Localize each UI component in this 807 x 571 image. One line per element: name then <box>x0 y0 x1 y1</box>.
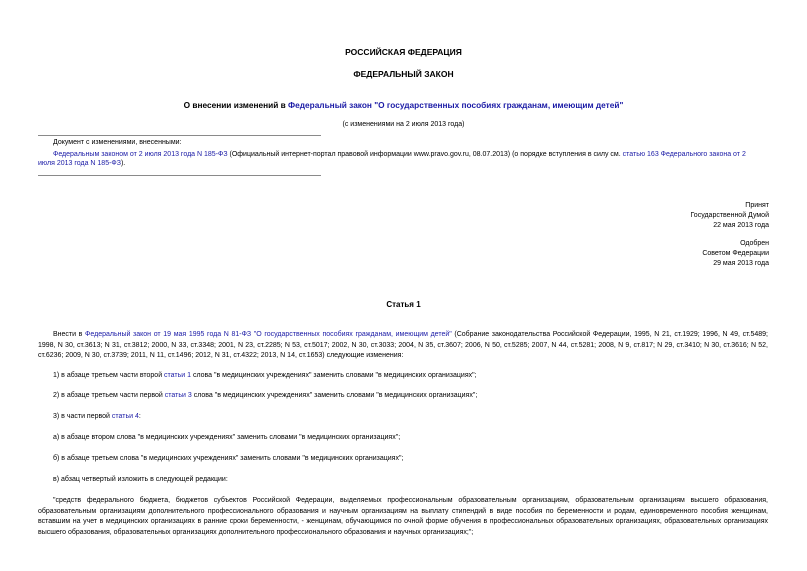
revision-text: (Официальный интернет-портал правовой информации www.pravo.gov.ru, 08.07.2013) (о порядке вступления в силу см. <box>227 151 623 158</box>
item-1-link[interactable]: статьи 1 <box>164 372 192 379</box>
accepted-label: Принят <box>745 202 769 209</box>
law-title-link[interactable]: Федеральный закон "О государственных пособиях гражданам, имеющим детей" <box>288 100 624 110</box>
law-type-heading: ФЕДЕРАЛЬНЫЙ ЗАКОН <box>353 69 454 79</box>
item-2 <box>53 392 477 399</box>
federation-heading: РОССИЙСКАЯ ФЕДЕРАЦИЯ <box>345 47 462 57</box>
duma-date: 22 мая 2013 года <box>713 222 769 229</box>
item-2-text-a: 2) в абзаце третьем части первой <box>53 392 165 399</box>
subitem-b: б) в абзаце третьем слова "в медицинских учреждениях" заменить словами "в медицинских организациях"; <box>53 455 404 462</box>
subitem-a: а) в абзаце втором слова "в медицинских учреждениях" заменить словами "в медицинских организациях"; <box>53 434 401 441</box>
article-intro <box>38 330 768 362</box>
revision-closing: ). <box>120 160 126 167</box>
article-intro-prefix: Внести в <box>53 331 86 338</box>
item-3-text-a: 3) в части первой <box>53 413 112 420</box>
council-date: 29 мая 2013 года <box>713 260 769 267</box>
revision-heading: Документ с изменениями, внесенными: <box>53 139 182 146</box>
revision-law-link[interactable]: Федеральным законом от 2 июля 2013 года N 185-ФЗ <box>53 151 228 158</box>
item-1-text-b: слова "в медицинских учреждениях" заменить словами "в медицинских организациях"; <box>191 372 477 379</box>
law-title-prefix: О внесении изменений в <box>183 100 289 110</box>
article-intro-rest: (Собрание законодательства Российской Федерации, 1995, N 21, ст.1929; 1996, N 49, ст.5489; 1998, N 30, ст.3613; N 31, ст.3812; 2000, N 33, ст.3348; 2001, N 23, ст.2285; N 53, ст.5017; 2002, N 30, ст.3033; 2004, N 35, ст.3607; 2006, N 50, ст.5285; 2007, N 44, ст.5281; 2008, N 9, ст.817; N 29, ст.3410; N 30, ст.3616; N 52, ст.6236; 2009, N 30, ст.3739; 2011, N 11, ст.1496; 2012, N 31, ст.4322; 2013, N 14, ст.1653) следующие изменения: <box>38 331 768 359</box>
revision-details-line2 <box>38 160 125 167</box>
item-3-text-b: : <box>138 413 141 420</box>
revision-bottom-divider <box>38 175 321 176</box>
quoted-paragraph: "средств федерального бюджета, бюджетов субъектов Российской Федерации, выделяемых профессиональным образовательным организациям, образовательным организациям высшего образования, образовательным организациям дополнительного профессионального образования и научным организациям на выплату стипендий в виде пособия по беременности и родам, единовременного пособия женщинам, вставшим на учет в медицинских организациях в ранние сроки беременности, - женщинам, обучающимся по очной форме обучения в профессиональных образовательных организациях, образовательных организациях высшего образования, образовательных организациях дополнительного профессионального образования и научных организациях;"; <box>38 497 768 536</box>
revision-top-divider <box>38 135 321 136</box>
item-3-link[interactable]: статьи 4 <box>111 413 139 420</box>
amendments-note: (с изменениями на 2 июля 2013 года) <box>342 121 465 128</box>
item-2-link[interactable]: статьи 3 <box>164 392 192 399</box>
council-label: Советом Федерации <box>702 250 769 257</box>
article-intro-link[interactable]: Федеральный закон от 19 мая 1995 года N 81-ФЗ "О государственных пособиях гражданам, имеющим детей" <box>85 331 452 338</box>
revision-article-link-cont[interactable]: июля 2013 года N 185-ФЗ <box>38 160 121 167</box>
subitem-v: в) абзац четвертый изложить в следующей редакции: <box>53 476 228 483</box>
duma-label: Государственной Думой <box>690 212 769 219</box>
revision-article-link[interactable]: статью 163 Федерального закона от 2 <box>622 151 746 158</box>
revision-details <box>38 150 768 161</box>
article-title: Статья 1 <box>386 300 421 309</box>
item-3 <box>53 413 141 420</box>
item-1 <box>53 372 477 379</box>
item-1-text-a: 1) в абзаце третьем части второй <box>53 372 165 379</box>
law-title <box>0 100 807 110</box>
item-2-text-b: слова "в медицинских учреждениях" заменить словами "в медицинских организациях"; <box>191 392 478 399</box>
approved-label: Одобрен <box>740 240 769 247</box>
